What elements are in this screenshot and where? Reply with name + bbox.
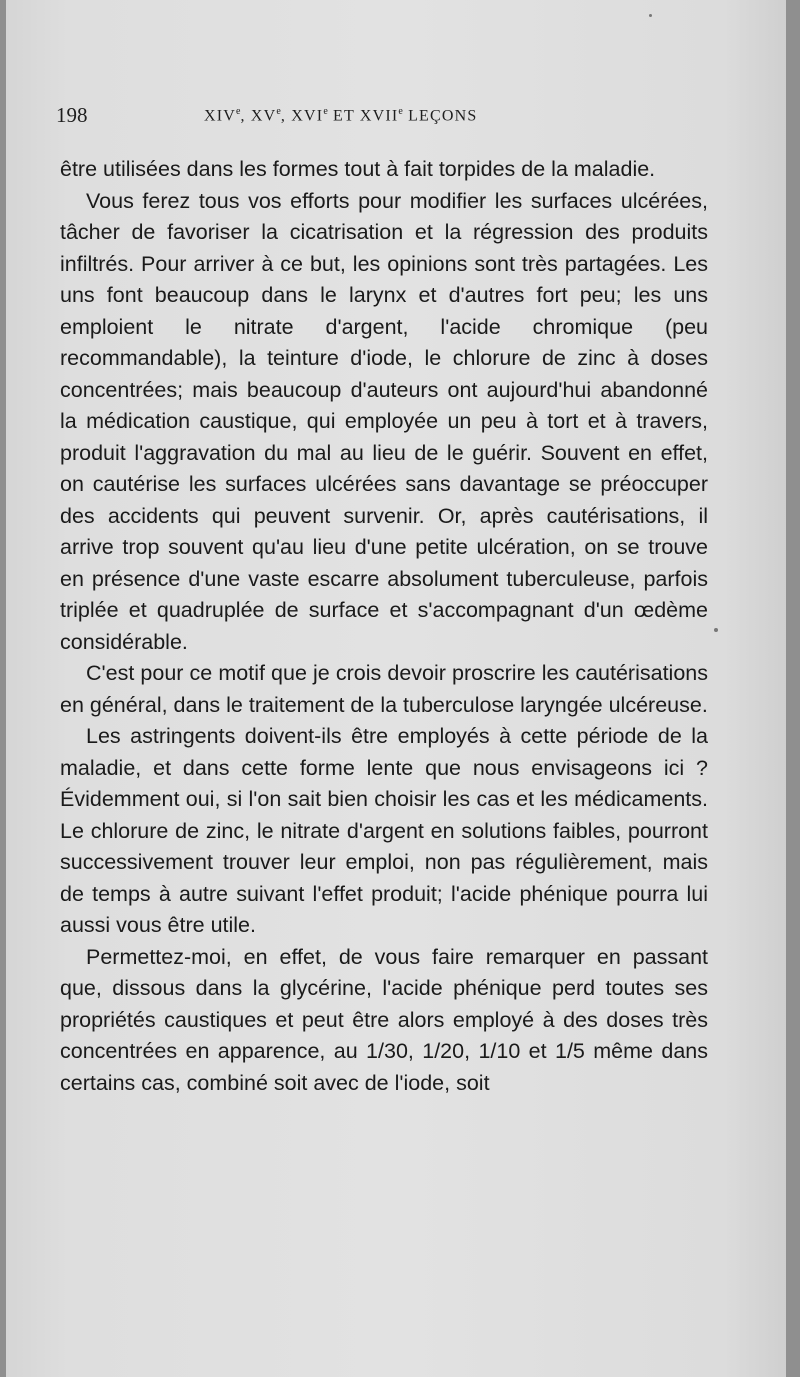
paragraph: être utilisées dans les formes tout à fait torpides de la maladie. (60, 157, 656, 181)
paragraph: Les astringents doivent-ils être employés à cette période de la maladie, et dans cette forme lente que nous envisageons ici ? Évidemment oui, si l'on sait bien choisir les cas et les médicaments. Le chlorure de zinc, le nitrate d'argent en solutions faibles, pourront successivement trouver leur emploi, non pas régulièrement, mais de temps à autre suivant l'effet produit; l'acide phénique pourra lui aussi vous être utile. (60, 724, 708, 937)
running-title: XIVe, XVe, XVIe ET XVIIe LEÇONS (204, 106, 478, 125)
paragraph: Vous ferez tous vos efforts pour modifier les surfaces ulcérées, tâcher de favoriser la cicatrisation et la régression des produits infiltrés. Pour arriver à ce but, les opinions sont très partagées. Les uns font beaucoup dans le larynx et d'autres fort peu; les uns emploient le nitrate d'argent, l'acide chromique (peu recommandable), la teinture d'iode, le chlorure de zinc à doses concentrées; mais beaucoup d'auteurs ont aujourd'hui abandonné la médication caustique, qui employée un peu à tort et à travers, produit l'aggravation du mal au lieu de le guérir. Souvent en effet, on cautérise les surfaces ulcérées sans davantage se préoccuper des accidents qui peuvent survenir. Or, après cautérisations, il arrive trop souvent qu'au lieu d'une petite ulcération, on se trouve en présence d'une vaste escarre absolument tuberculeuse, parfois triplée et quadruplée de surface et s'accompagnant d'un œdème considérable. (60, 188, 708, 654)
paragraph: Permettez-moi, en effet, de vous faire remarquer en passant que, dissous dans la glycérine, l'acide phénique perd toutes ses propriétés caustiques et peut être alors employé à des doses très concentrées en apparence, au 1/30, 1/20, 1/10 et 1/5 même dans certains cas, combiné soit avec de l'iode, soit (60, 944, 708, 1095)
page-header (56, 103, 716, 133)
ink-speck (649, 14, 652, 17)
book-page (6, 0, 786, 1377)
paragraph: C'est pour ce motif que je crois devoir proscrire les cautérisations en général, dans le traitement de la tuberculose laryngée ulcéreuse. (60, 661, 708, 717)
ink-speck (714, 628, 718, 632)
body-text (60, 154, 708, 1099)
page-number: 198 (56, 103, 88, 127)
